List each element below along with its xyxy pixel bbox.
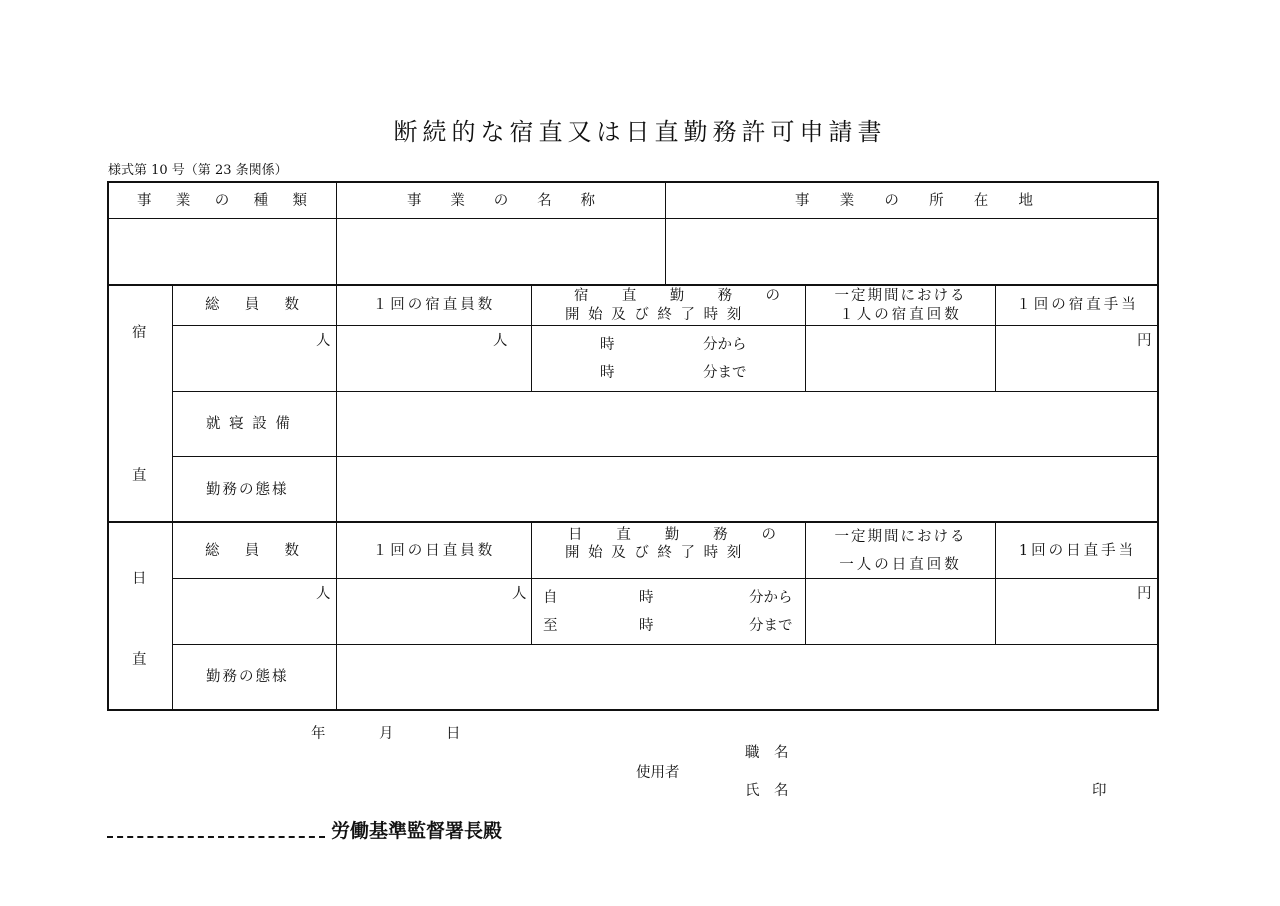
label-char: 数: [284, 297, 299, 313]
header-business-type: [137, 192, 307, 210]
header-char: 名: [537, 193, 552, 209]
total-staff-label: [205, 296, 299, 314]
header-char: の: [493, 193, 509, 209]
sleeping-facility-label: 就 寝 設 備: [206, 416, 292, 432]
side-label-choku: 直: [132, 652, 147, 668]
form-title: 断続的な宿直又は日直勤務許可申請書: [393, 118, 887, 146]
unit-person: 人: [512, 586, 527, 602]
header-char: 称: [580, 193, 595, 209]
label-char: 直: [621, 288, 637, 304]
rule: [336, 285, 337, 711]
date-day: 日: [446, 726, 461, 742]
to-label: 至: [543, 618, 558, 634]
rule: [172, 578, 1159, 579]
side-label-shuku: 宿: [132, 325, 147, 341]
work-mode-label: 勤務の態様: [206, 669, 289, 685]
header-char: 在: [973, 193, 989, 209]
header-char: の: [884, 193, 899, 209]
rule: [172, 456, 1159, 457]
label-char: 勤: [664, 527, 680, 543]
label-char: の: [761, 527, 776, 543]
header-business-location: [795, 192, 1033, 210]
rule: [172, 391, 1159, 392]
end-minute-unit: 分まで: [749, 618, 793, 634]
label-char: 勤: [669, 288, 685, 304]
header-char: 業: [839, 193, 855, 209]
label-char: 日: [568, 527, 583, 543]
rule: [995, 522, 996, 645]
start-minute-unit: 分から: [749, 590, 793, 606]
header-business-name: [407, 192, 595, 210]
header-char: 地: [1018, 193, 1033, 209]
rule: [172, 285, 173, 711]
header-char: 業: [175, 193, 191, 209]
start-hour-unit: 時: [639, 590, 654, 606]
label-char: 員: [244, 297, 260, 313]
position-label: 職 名: [745, 745, 789, 761]
rule: [172, 325, 1159, 326]
start-minute-unit: 分から: [703, 337, 747, 353]
from-label: 自: [543, 590, 558, 606]
name-label: 氏 名: [745, 783, 789, 799]
staff-per-shift-label: １回の宿直員数: [372, 297, 496, 313]
count-label-line1: 一定期間における: [834, 529, 967, 545]
date-month: 月: [379, 726, 394, 742]
unit-yen: 円: [1137, 333, 1152, 349]
application-table: [107, 181, 1159, 711]
unit-yen: 円: [1137, 586, 1152, 602]
header-char: 所: [929, 193, 944, 209]
employer-label: 使用者: [636, 765, 680, 781]
staff-per-shift-label: １回の日直員数: [372, 543, 496, 559]
work-mode-label: 勤務の態様: [206, 482, 289, 498]
allowance-label: １回の宿直手当: [1016, 297, 1139, 313]
header-char: 事: [137, 193, 152, 209]
rule: [336, 183, 337, 285]
side-label-choku: 直: [132, 468, 147, 484]
label-char: 宿: [574, 288, 589, 304]
header-char: 類: [292, 193, 307, 209]
label-char: 務: [713, 527, 728, 543]
rule: [665, 183, 666, 285]
rule: [109, 521, 1159, 523]
total-staff-label: [205, 542, 299, 560]
allowance-label: 1回の日直手当: [1018, 543, 1137, 559]
end-hour-unit: 時: [600, 365, 615, 381]
rule: [172, 644, 1159, 645]
header-char: 事: [407, 193, 422, 209]
rule: [109, 218, 1159, 219]
unit-person: 人: [316, 333, 331, 349]
unit-person: 人: [493, 333, 508, 349]
side-label-nichi: 日: [132, 571, 147, 587]
time-label-line2: 開 始 及 び 終 了 時 刻: [565, 307, 744, 323]
rule: [109, 284, 1159, 286]
unit-person: 人: [316, 586, 331, 602]
label-char: 直: [616, 527, 631, 543]
header-char: 事: [795, 193, 810, 209]
time-label-line1: [568, 526, 776, 544]
time-label-line1: [574, 287, 780, 305]
header-char: 業: [450, 193, 465, 209]
label-char: 数: [284, 543, 299, 559]
start-hour-unit: 時: [600, 337, 615, 353]
count-label-line2: １人の宿直回数: [839, 307, 962, 323]
time-label-line2: 開 始 及 び 終 了 時 刻: [565, 545, 744, 561]
end-minute-unit: 分まで: [703, 365, 747, 381]
seal-mark: 印: [1092, 783, 1107, 799]
form-number: 様式第 10 号（第 23 条関係）: [108, 163, 288, 178]
label-char: 務: [717, 288, 733, 304]
header-char: 種: [253, 193, 269, 209]
rule: [531, 522, 532, 645]
end-hour-unit: 時: [639, 618, 654, 634]
rule: [531, 285, 532, 392]
office-name-blank: [107, 836, 325, 838]
header-char: の: [214, 193, 230, 209]
count-label-line2: 一人の日直回数: [839, 557, 962, 573]
label-char: 総: [205, 297, 220, 313]
label-char: の: [765, 288, 780, 304]
label-char: 総: [205, 543, 220, 559]
office-addressee: 労働基準監督署長殿: [331, 820, 503, 842]
count-label-line1: 一定期間における: [834, 288, 967, 304]
date-year: 年: [311, 726, 326, 742]
label-char: 員: [244, 543, 260, 559]
